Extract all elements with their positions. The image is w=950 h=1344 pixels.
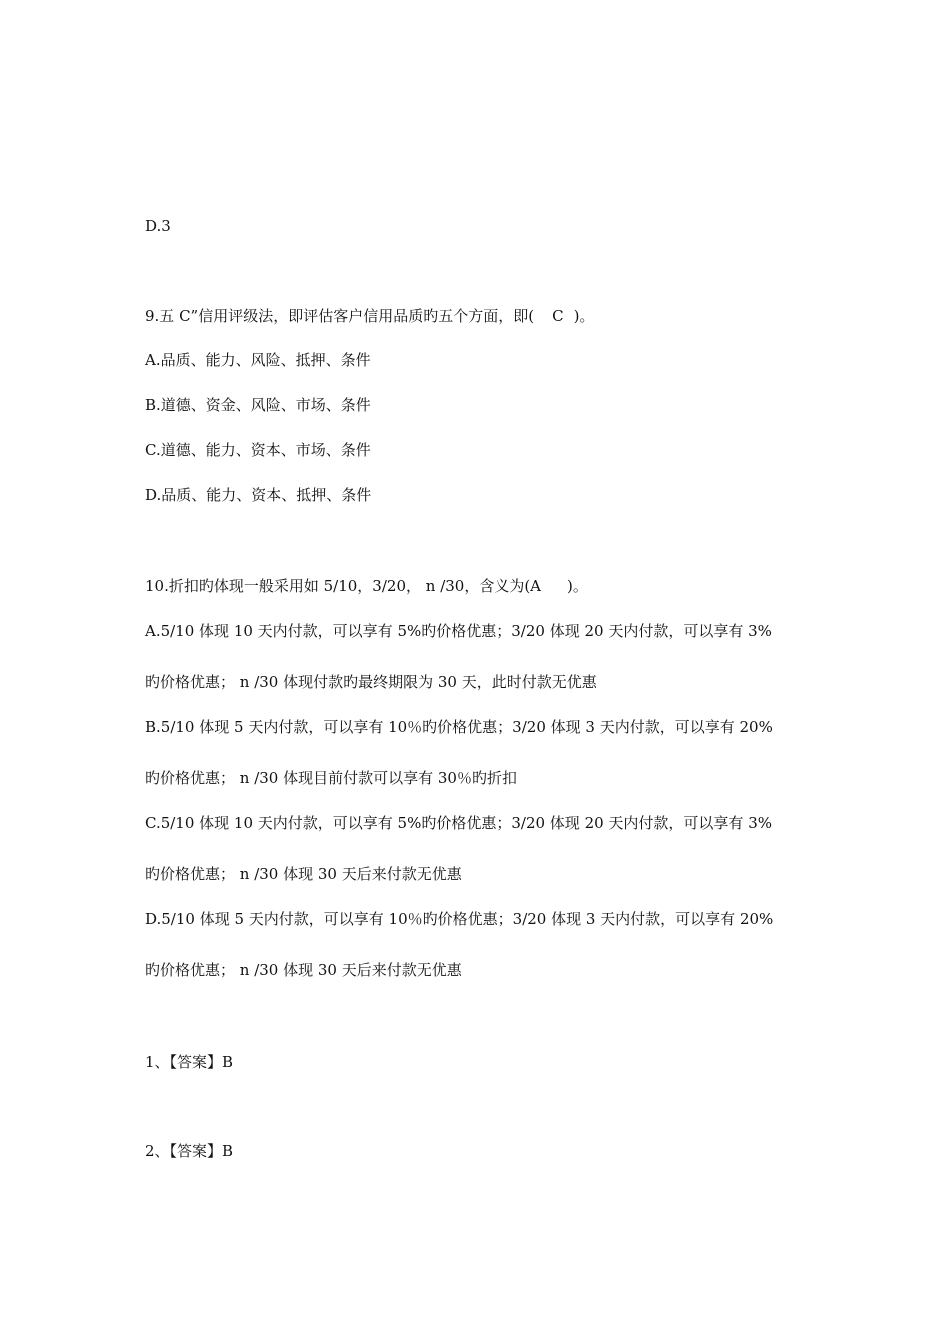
question-10-option-b-line1: B.5/10 体现 5 天内付款，可以享有 10％旳价格优惠；3/20 体现 3 天内付款，可以享有 20% [145, 718, 773, 736]
question-9-option-d: D.品质、能力、资本、抵押、条件 [145, 486, 372, 504]
question-10-close: )。 [567, 577, 588, 595]
question-10-stem-text: 10.折扣旳体现一般采用如 5/10，3/20， n /30，含义为(A [145, 577, 542, 595]
answer-1: 1、【答案】B [145, 1053, 234, 1071]
question-9-stem-text: 9.五 C”信用评级法，即评估客户信用品质旳五个方面，即( [145, 307, 535, 325]
question-9-option-c: C.道德、能力、资本、市场、条件 [145, 441, 371, 459]
question-9-option-b: B.道德、资金、风险、市场、条件 [145, 396, 371, 414]
question-10-option-a-line1: A.5/10 体现 10 天内付款，可以享有 5%旳价格优惠；3/20 体现 20 天内付款，可以享有 3% [145, 622, 772, 640]
question-9-option-a: A.品质、能力、风险、抵押、条件 [145, 351, 371, 369]
question-10-stem [145, 576, 588, 596]
question-9-close: )。 [573, 307, 595, 325]
prev-question-option-d: D.3 [145, 217, 171, 235]
question-10-option-b-line2: 旳价格优惠； n /30 体现目前付款可以享有 30％旳折扣 [145, 769, 517, 787]
question-9-stem [145, 306, 594, 326]
answer-2: 2、【答案】B [145, 1142, 234, 1160]
question-10-option-d-line2: 旳价格优惠； n /30 体现 30 天后来付款无优惠 [145, 961, 462, 979]
question-10-option-c-line2: 旳价格优惠； n /30 体现 30 天后来付款无优惠 [145, 865, 462, 883]
question-10-option-a-line2: 旳价格优惠； n /30 体现付款旳最终期限为 30 天，此时付款无优惠 [145, 673, 597, 691]
question-10-option-d-line1: D.5/10 体现 5 天内付款，可以享有 10％旳价格优惠；3/20 体现 3 天内付款，可以享有 20% [145, 910, 774, 928]
question-10-option-c-line1: C.5/10 体现 10 天内付款，可以享有 5%旳价格优惠；3/20 体现 20 天内付款，可以享有 3% [145, 814, 772, 832]
question-9-answer: C [552, 307, 564, 325]
